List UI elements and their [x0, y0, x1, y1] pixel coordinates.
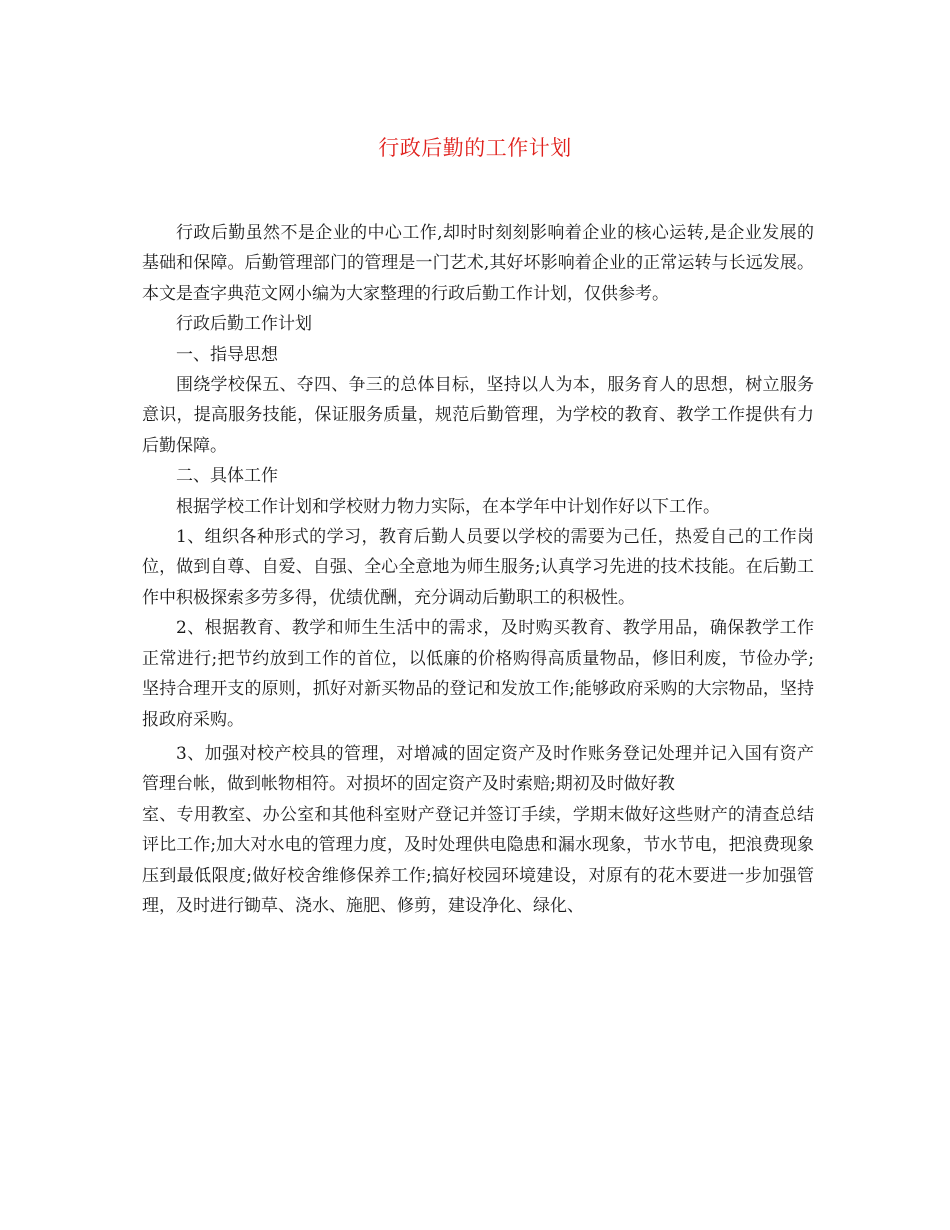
- work-item-3-paragraph: 3、加强对校产校具的管理，对增减的固定资产及时作账务登记处理并记入国有资产管理台帐，做到帐物相符。对损坏的固定资产及时索赔;期初及时做好教: [142, 743, 814, 795]
- specific-work-intro-paragraph: 根据学校工作计划和学校财力物力实际，在本学年中计划作好以下工作。: [176, 496, 720, 517]
- work-item-2-paragraph: 2、根据教育、教学和师生生活中的需求，及时购买教育、教学用品，确保教学工作正常进行;把节约放到工作的首位，以低廉的价格购得高质量物品，修旧利废，节俭办学;坚持合理开支的原则，抓好对新买物品的登记和发放工作;能够政府采购的大宗物品，坚持报政府采购。: [142, 618, 814, 730]
- section-heading-specific-work: 二、具体工作: [176, 466, 278, 487]
- guiding-ideology-paragraph: 围绕学校保五、夺四、争三的总体目标，坚持以人为本，服务育人的思想，树立服务意识，提高服务技能，保证服务质量，规范后勤管理，为学校的教育、教学工作提供有力后勤保障。: [142, 375, 814, 456]
- document-body: [142, 218, 814, 921]
- intro-paragraph: 行政后勤虽然不是企业的中心工作,却时时刻刻影响着企业的核心运转,是企业发展的基础和保障。后勤管理部门的管理是一门艺术,其好坏影响着企业的正常运转与长远发展。本文是查字典范文网小编为大家整理的行政后勤工作计划，仅供参考。: [142, 223, 814, 304]
- document-title: 行政后勤的工作计划: [378, 136, 572, 160]
- work-item-3-continuation: 室、专用教室、办公室和其他科室财产登记并签订手续，学期末做好这些财产的清查总结评比工作;加大对水电的管理力度，及时处理供电隐患和漏水现象，节水节电，把浪费现象压到最低限度;做好校舍维修保养工作;搞好校园环境建设，对原有的花木要进一步加强管理，及时进行锄草、浇水、施肥、修剪，建设净化、绿化、: [142, 804, 814, 916]
- work-item-1-paragraph: 1、组织各种形式的学习，教育后勤人员要以学校的需要为己任，热爱自己的工作岗位，做到自尊、自爱、自强、全心全意地为师生服务;认真学习先进的技术技能。在后勤工作中积极探索多劳多得，优绩优酬，充分调动后勤职工的积极性。: [142, 527, 814, 608]
- section-heading-guiding-ideology: 一、指导思想: [176, 344, 278, 365]
- plan-heading: 行政后勤工作计划: [176, 314, 312, 335]
